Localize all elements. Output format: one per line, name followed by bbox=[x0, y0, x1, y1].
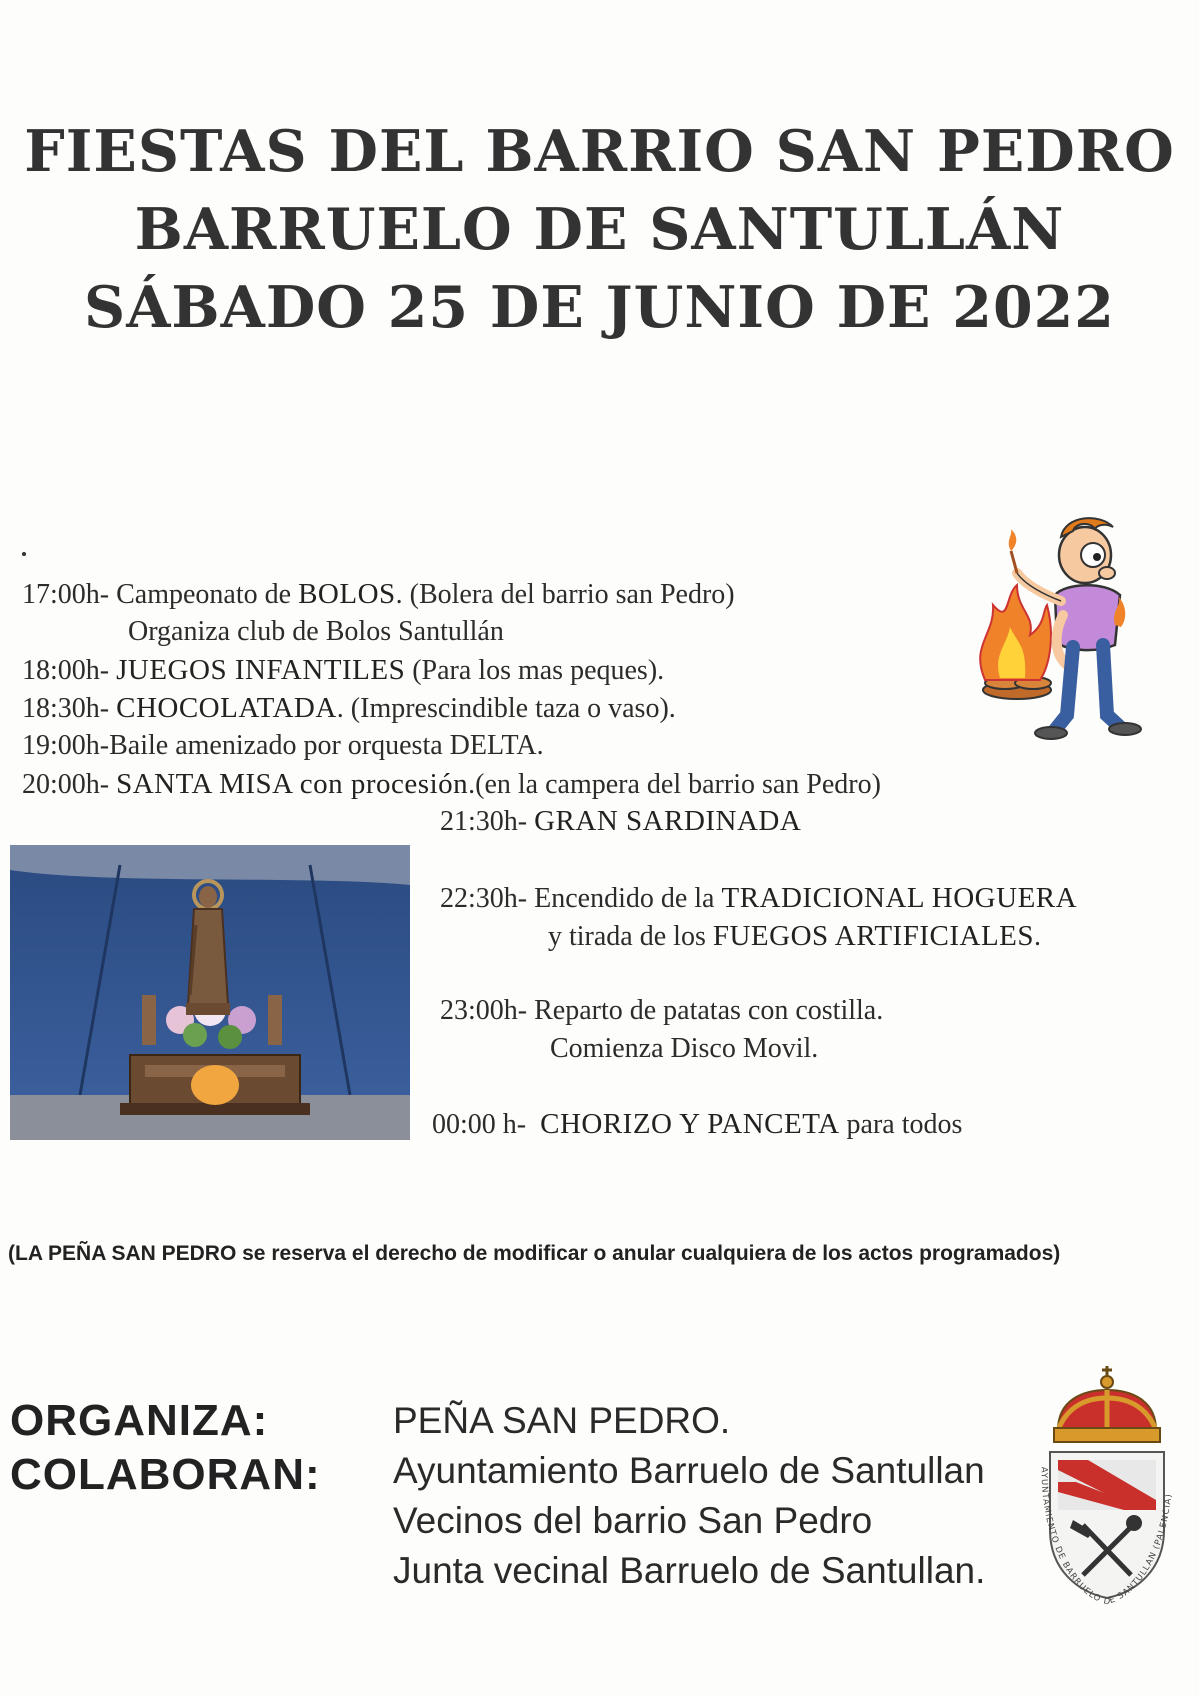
colaboran-item: Ayuntamiento Barruelo de Santullan bbox=[393, 1450, 985, 1491]
colaboran-item: Vecinos del barrio San Pedro bbox=[393, 1500, 873, 1541]
stray-dot bbox=[22, 552, 26, 556]
organiza-value: PEÑA SAN PEDRO. bbox=[393, 1400, 731, 1441]
schedule-row: 18:30h- CHOCOLATADA. (Imprescindible taza o vaso). bbox=[22, 692, 676, 724]
colaboran-item: Junta vecinal Barruelo de Santullan. bbox=[393, 1550, 986, 1591]
seal-text: AYUNTAMIENTO DE BARRUELO DE SANTULLAN (PALENCIA) bbox=[1038, 1466, 1175, 1608]
schedule-row: 20:00h- SANTA MISA con procesión.(en la campera del barrio san Pedro) bbox=[22, 768, 881, 800]
schedule-row: 17:00h- Campeonato de BOLOS. (Bolera del barrio san Pedro) bbox=[22, 578, 735, 610]
schedule-row: Organiza club de Bolos Santullán bbox=[128, 616, 504, 647]
saint-statue-photo bbox=[10, 845, 410, 1140]
schedule-row: Comienza Disco Movil. bbox=[550, 1033, 819, 1064]
disclaimer-notice: (LA PEÑA SAN PEDRO se reserva el derecho de modificar o anular cualquiera de los actos programados) bbox=[8, 1242, 1061, 1265]
schedule-row: y tirada de los FUEGOS ARTIFICIALES. bbox=[548, 920, 1041, 952]
organiza-label: ORGANIZA: bbox=[10, 1396, 269, 1445]
schedule-row: 22:30h- Encendido de la TRADICIONAL HOGUERA bbox=[440, 882, 1078, 914]
schedule-row: 18:00h- JUEGOS INFANTILES (Para los mas peques). bbox=[22, 654, 665, 686]
title-line-1: FIESTAS DEL BARRIO SAN PEDRO bbox=[24, 118, 1175, 185]
schedule-row: 21:30h- GRAN SARDINADA bbox=[440, 805, 802, 837]
title-line-2: BARRUELO DE SANTULLÁN bbox=[134, 196, 1065, 263]
colaboran-label: COLABORAN: bbox=[10, 1450, 321, 1499]
schedule-row: 19:00h-Baile amenizado por orquesta DELTA. bbox=[22, 730, 544, 761]
cartoon-bonfire-illustration bbox=[955, 515, 1165, 755]
title-line-3: SÁBADO 25 DE JUNIO DE 2022 bbox=[84, 274, 1115, 341]
coat-of-arms-seal bbox=[1028, 1360, 1186, 1608]
schedule-row: 23:00h- Reparto de patatas con costilla. bbox=[440, 995, 884, 1026]
schedule-row: 00:00 h- CHORIZO Y PANCETA para todos bbox=[432, 1108, 963, 1140]
